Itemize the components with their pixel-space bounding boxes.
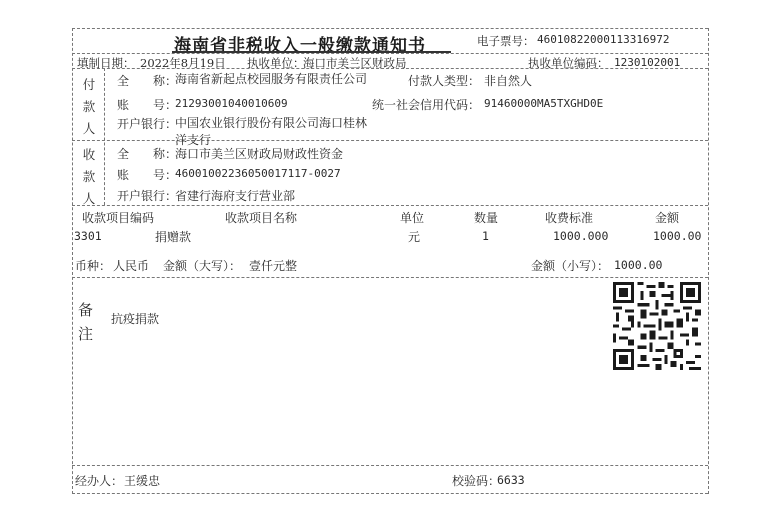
amount-upper-label: 金额（大写）： [163, 259, 242, 273]
amount-lower: 1000.00 [614, 258, 663, 272]
table-header-unit: 单位 [400, 211, 425, 225]
table-header-quantity: 数量 [474, 211, 499, 225]
remarks-footer-divider [72, 465, 708, 466]
exec-unit-code-label: 执收单位编码： [528, 56, 609, 70]
check-code: 6633 [497, 473, 525, 487]
payer-section-label: 付 款 人 [82, 77, 96, 136]
credit-code-label: 统一社会信用代码： [372, 98, 481, 112]
currency: 人民币 [113, 259, 150, 273]
payee-name-label: 全 称： [117, 147, 178, 161]
payer-type: 非自然人 [484, 74, 533, 88]
row-item-name: 捐赠款 [155, 230, 192, 244]
form-bottom-border [72, 493, 708, 494]
payee-bank-label: 开户银行： [117, 189, 178, 203]
payee-account: 46001002236050017117-0027 [175, 167, 341, 180]
table-header-item-code: 收款项目编码 [82, 211, 155, 225]
exec-unit: 海口市美兰区财政局 [303, 56, 407, 70]
e-ticket-label: 电子票号： [477, 34, 535, 48]
page-title: 海南省非税收入一般缴款通知书 [174, 36, 426, 56]
currency-label: 币种： [75, 259, 112, 273]
table-header-amount: 金额 [655, 211, 680, 225]
payer-bank: 中国农业银行股份有限公司海口桂林洋支行 [175, 116, 368, 147]
payee-table-divider [72, 205, 708, 206]
section-label-divider [104, 68, 105, 205]
payee-section-label: 收 款 人 [82, 147, 96, 206]
handler-label: 经办人： [75, 474, 124, 488]
payee-account-label: 账 号： [117, 168, 178, 182]
exec-unit-label: 执收单位： [247, 56, 305, 70]
payer-account: 21293001040010609 [175, 97, 288, 110]
payee-bank: 省建行海府支行营业部 [175, 189, 296, 203]
row-item-code: 3301 [74, 229, 102, 243]
totals-divider [72, 277, 708, 278]
row-amount: 1000.00 [653, 229, 702, 243]
amount-upper: 壹仟元整 [249, 259, 298, 273]
e-ticket-number: 46010822000113316972 [537, 33, 670, 46]
row-unit: 元 [408, 230, 421, 244]
table-header-standard: 收费标准 [545, 211, 594, 225]
payee-name: 海口市美兰区财政局财政性资金 [175, 147, 344, 161]
title-underline [172, 51, 451, 53]
exec-unit-code: 1230102001 [614, 56, 681, 69]
payer-bank-label: 开户银行： [117, 117, 178, 131]
fill-date: 2022年8月19日 [140, 56, 226, 70]
amount-lower-label: 金额（小写）： [531, 259, 610, 273]
credit-code: 91460000MA5TXGHD0E [484, 97, 604, 110]
row-quantity: 1 [482, 229, 489, 243]
row-standard: 1000.000 [553, 229, 609, 243]
payer-name: 海南省新起点校园服务有限责任公司 [175, 72, 368, 86]
payer-payee-divider [72, 140, 708, 141]
remarks-label: 备 注 [78, 301, 94, 343]
check-code-label: 校验码： [452, 474, 501, 488]
handler-name: 王缓忠 [124, 474, 161, 488]
payer-type-label: 付款人类型： [408, 74, 481, 88]
table-header-item-name: 收款项目名称 [225, 211, 298, 225]
fill-date-label: 填制日期： [77, 56, 135, 70]
payer-account-label: 账 号： [117, 98, 178, 112]
remarks-text: 抗疫捐款 [111, 312, 160, 326]
payer-name-label: 全 称： [117, 74, 178, 88]
qr-code-icon [613, 282, 701, 370]
form-top-border [72, 28, 708, 29]
